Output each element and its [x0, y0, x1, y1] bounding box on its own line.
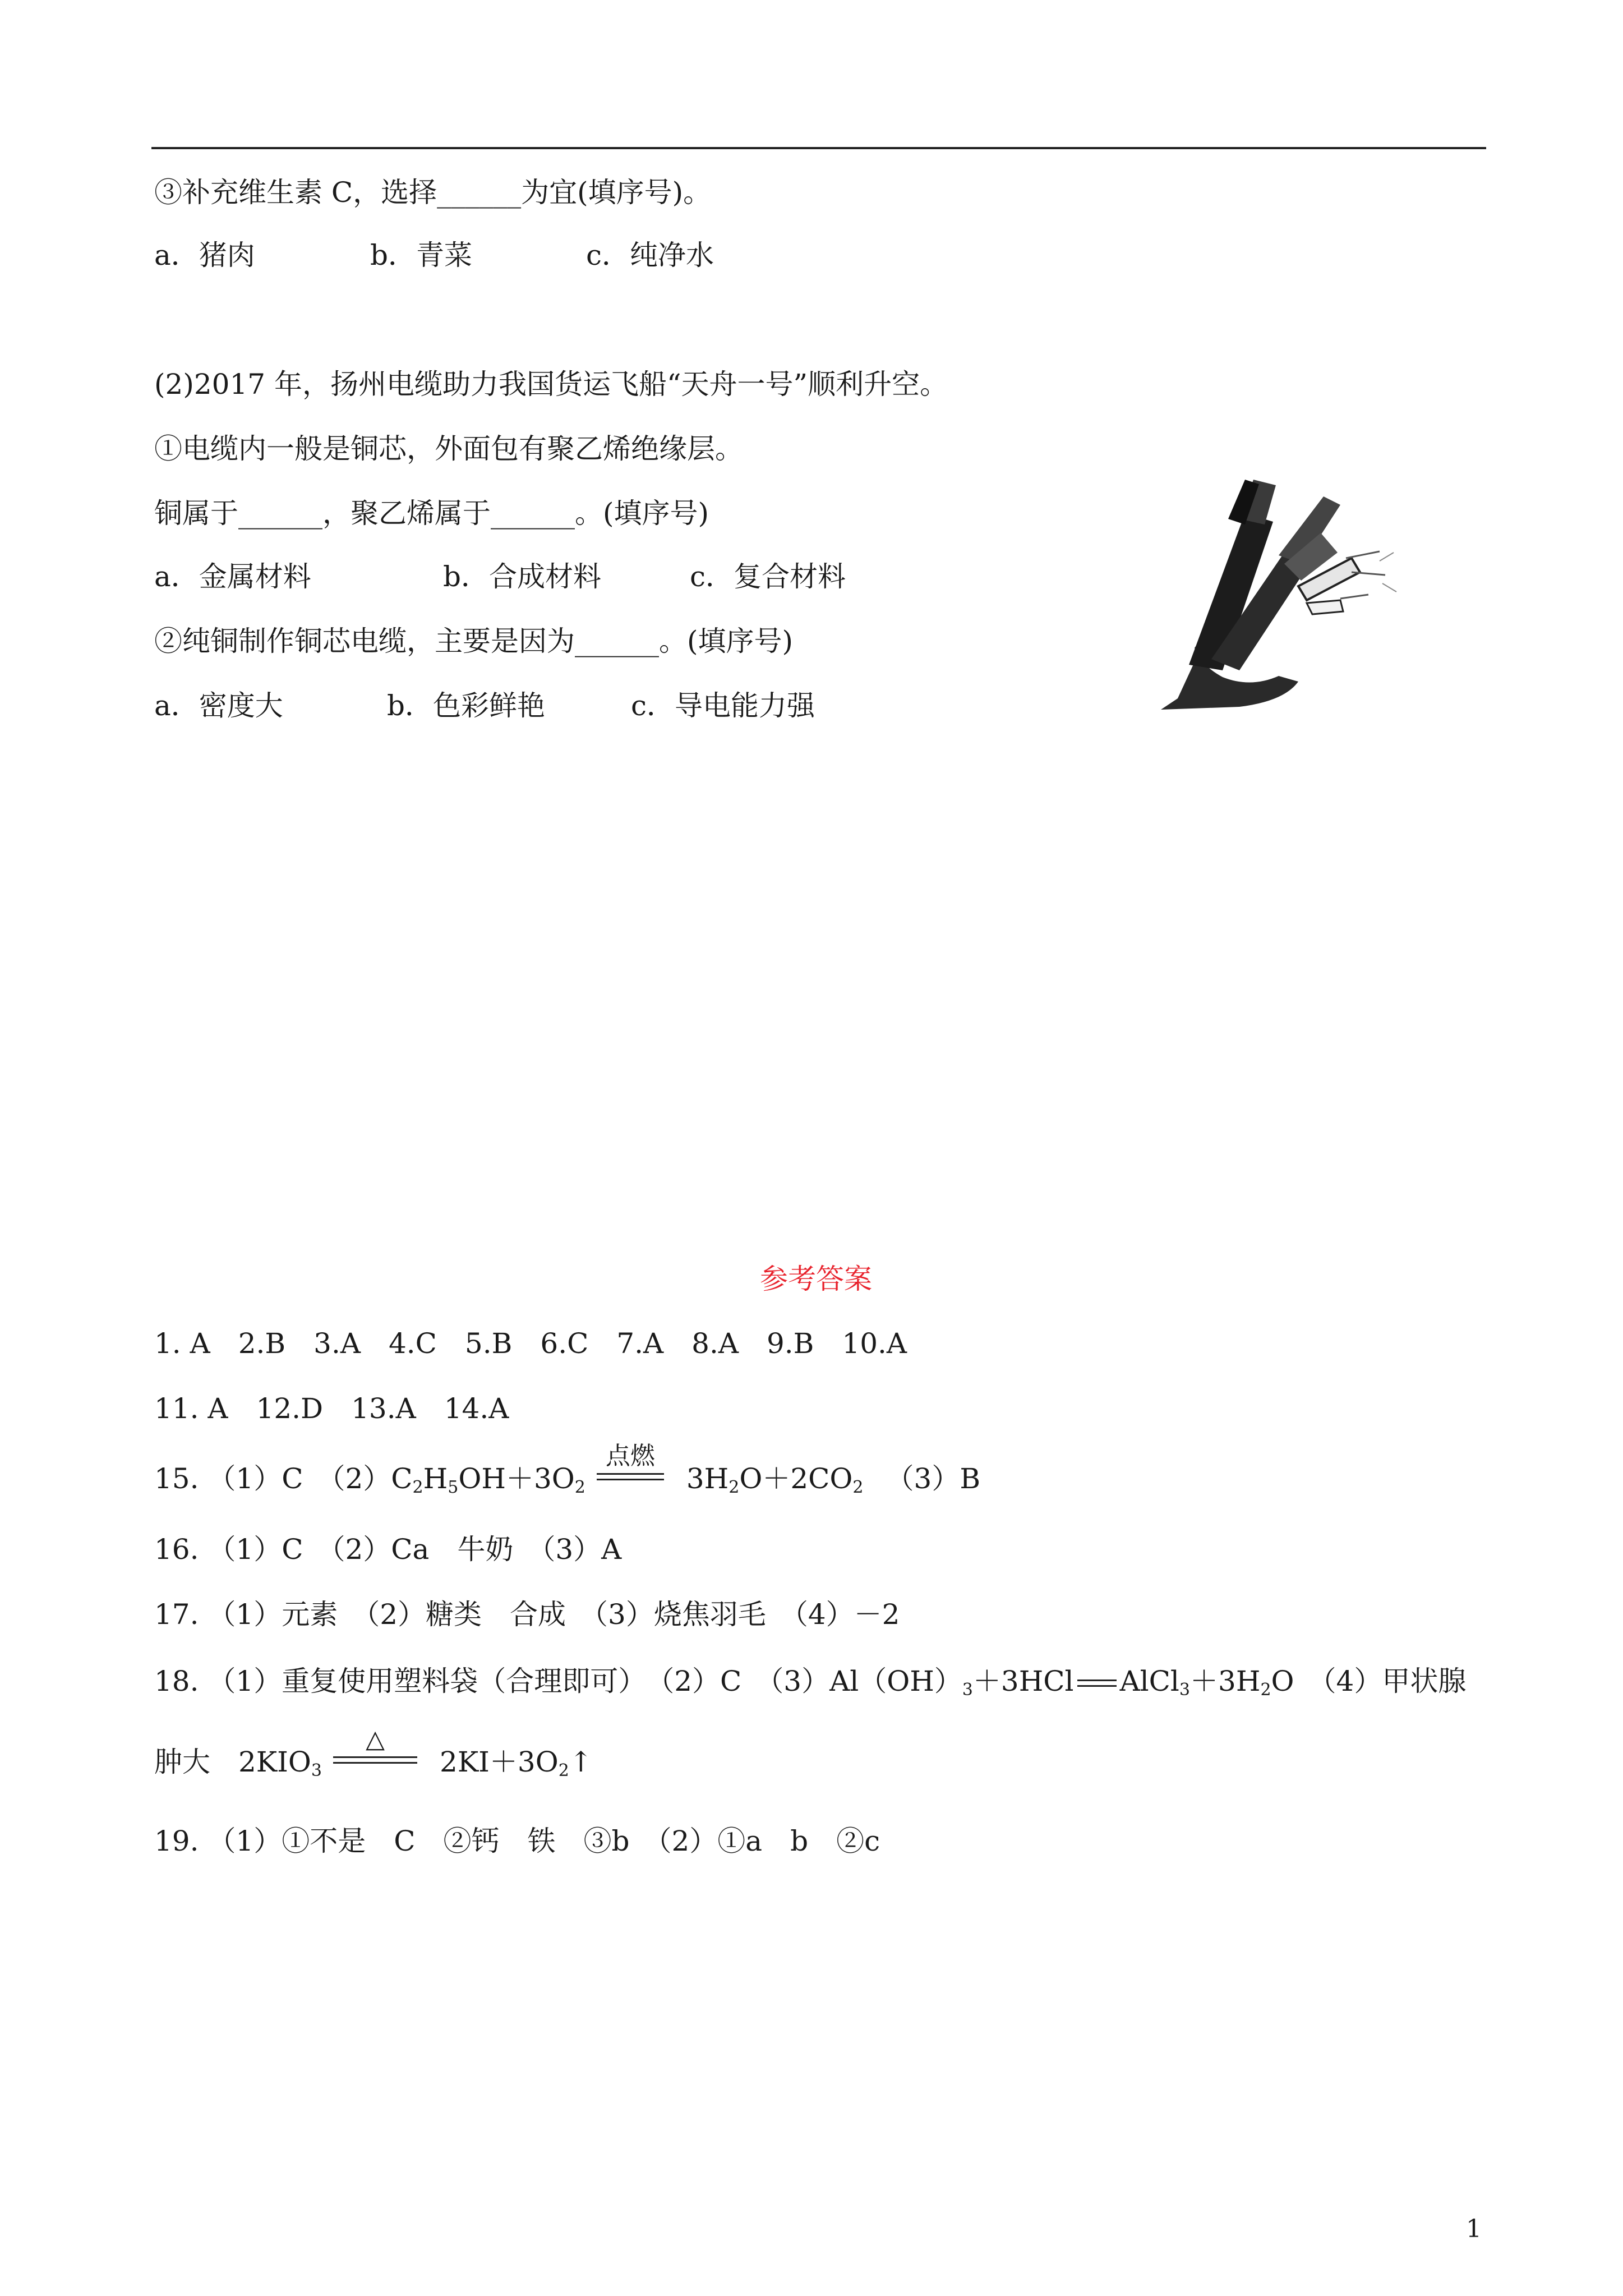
- answer-line-18-continued: [154, 1725, 593, 1781]
- answer-15-sub-b: 5: [448, 1478, 459, 1497]
- answer-line-18: [154, 1667, 1466, 1699]
- answer-line-16: 16. （1）C （2）Ca 牛奶 （3）A: [154, 1533, 622, 1566]
- option-c-composite: c．复合材料: [690, 560, 846, 593]
- answer-15-sub-c: 2: [574, 1478, 585, 1497]
- condition-bar: [333, 1762, 417, 1764]
- answer-15-product-b: O＋2CO: [739, 1462, 853, 1495]
- condition-text-ignite: 点燃: [605, 1442, 655, 1470]
- answer-line-2: 11. A 12.D 13.A 14.A: [154, 1392, 509, 1425]
- equation-equals-sign: [1077, 1677, 1117, 1690]
- answer-line-19: 19. （1）①不是 C ②钙 铁 ③b （2）①a b ②c: [154, 1825, 880, 1857]
- reaction-condition-ignite: [597, 1442, 664, 1498]
- equals-bar: [1077, 1680, 1117, 1681]
- option-c-conductivity: c．导电能力强: [631, 689, 815, 722]
- answer-key-heading: 参考答案: [760, 1263, 872, 1295]
- condition-bar: [333, 1756, 417, 1758]
- answer-15-prefix: 15. （1）C （2）C: [154, 1462, 413, 1495]
- option-a-metal: a．金属材料: [154, 560, 311, 593]
- answer-15-sub-a: 2: [412, 1478, 423, 1497]
- header-rule: [151, 147, 1486, 149]
- question-stem-vitamin-c: ③补充维生素 C，选择______为宜(填序号)。: [154, 176, 712, 209]
- condition-bar: [597, 1473, 664, 1475]
- question-copper-reason: ②纯铜制作铜芯电缆，主要是因为______。(填序号): [154, 625, 794, 657]
- answer-18-sub-e: 2: [558, 1761, 569, 1780]
- question-part2-intro: (2)2017 年，扬州电缆助力我国货运飞船“天舟一号”顺利升空。: [154, 368, 948, 401]
- answer-18-mid-b: AlCl: [1119, 1665, 1179, 1697]
- answer-15-sub-d: 2: [728, 1478, 740, 1497]
- condition-text-heat: △: [366, 1725, 385, 1754]
- copper-cable-image: [1155, 480, 1402, 710]
- answer-18-mid-c: ＋3H: [1190, 1665, 1261, 1697]
- answer-15-suffix: （3）B: [886, 1462, 981, 1495]
- option-b-synthetic: b．合成材料: [443, 560, 602, 593]
- answer-18-prefix: 18. （1）重复使用塑料袋（合理即可） （2）C （3）Al（OH）: [154, 1665, 962, 1697]
- condition-bar: [597, 1479, 664, 1480]
- page-number: 1: [1466, 2215, 1482, 2243]
- question-copper-polyethylene: 铜属于______，聚乙烯属于______。(填序号): [154, 497, 709, 530]
- answer-15-sub-e: 2: [852, 1478, 864, 1497]
- answer-line-15: [154, 1442, 981, 1498]
- answer-18-mid-a: ＋3HCl: [972, 1665, 1074, 1697]
- answer-18-cont-prefix: 肿大 2KIO: [154, 1746, 311, 1778]
- answer-18-sub-d: 3: [311, 1761, 322, 1780]
- option-b-greens: b．青菜: [370, 239, 473, 272]
- answer-18-sub-a: 3: [962, 1680, 973, 1700]
- gas-arrow: ↑: [569, 1746, 593, 1778]
- answer-line-1: 1. A 2.B 3.A 4.C 5.B 6.C 7.A 8.A 9.B 10.A: [154, 1327, 907, 1360]
- answer-15-product-a: 3H: [686, 1462, 729, 1495]
- option-c-pure-water: c．纯净水: [586, 239, 714, 272]
- option-b-color: b．色彩鲜艳: [387, 689, 546, 722]
- reaction-condition-heat: [333, 1725, 417, 1781]
- answer-15-mid-b: OH＋3O: [458, 1462, 575, 1495]
- answer-18-mid-d: O （4）甲状腺: [1271, 1665, 1467, 1697]
- question-cable-stem: ①电缆内一般是铜芯，外面包有聚乙烯绝缘层。: [154, 432, 743, 465]
- answer-18-sub-c: 2: [1260, 1680, 1271, 1700]
- equals-bar: [1077, 1685, 1117, 1687]
- option-a-density: a．密度大: [154, 689, 283, 722]
- answer-18-sub-b: 3: [1179, 1680, 1191, 1700]
- answer-15-mid-a: H: [423, 1462, 448, 1495]
- answer-line-17: 17. （1）元素 （2）糖类 合成 （3）烧焦羽毛 （4）－2: [154, 1598, 900, 1631]
- answer-18-product-a: 2KI＋3O: [440, 1746, 559, 1778]
- option-a-pork: a．猪肉: [154, 239, 255, 272]
